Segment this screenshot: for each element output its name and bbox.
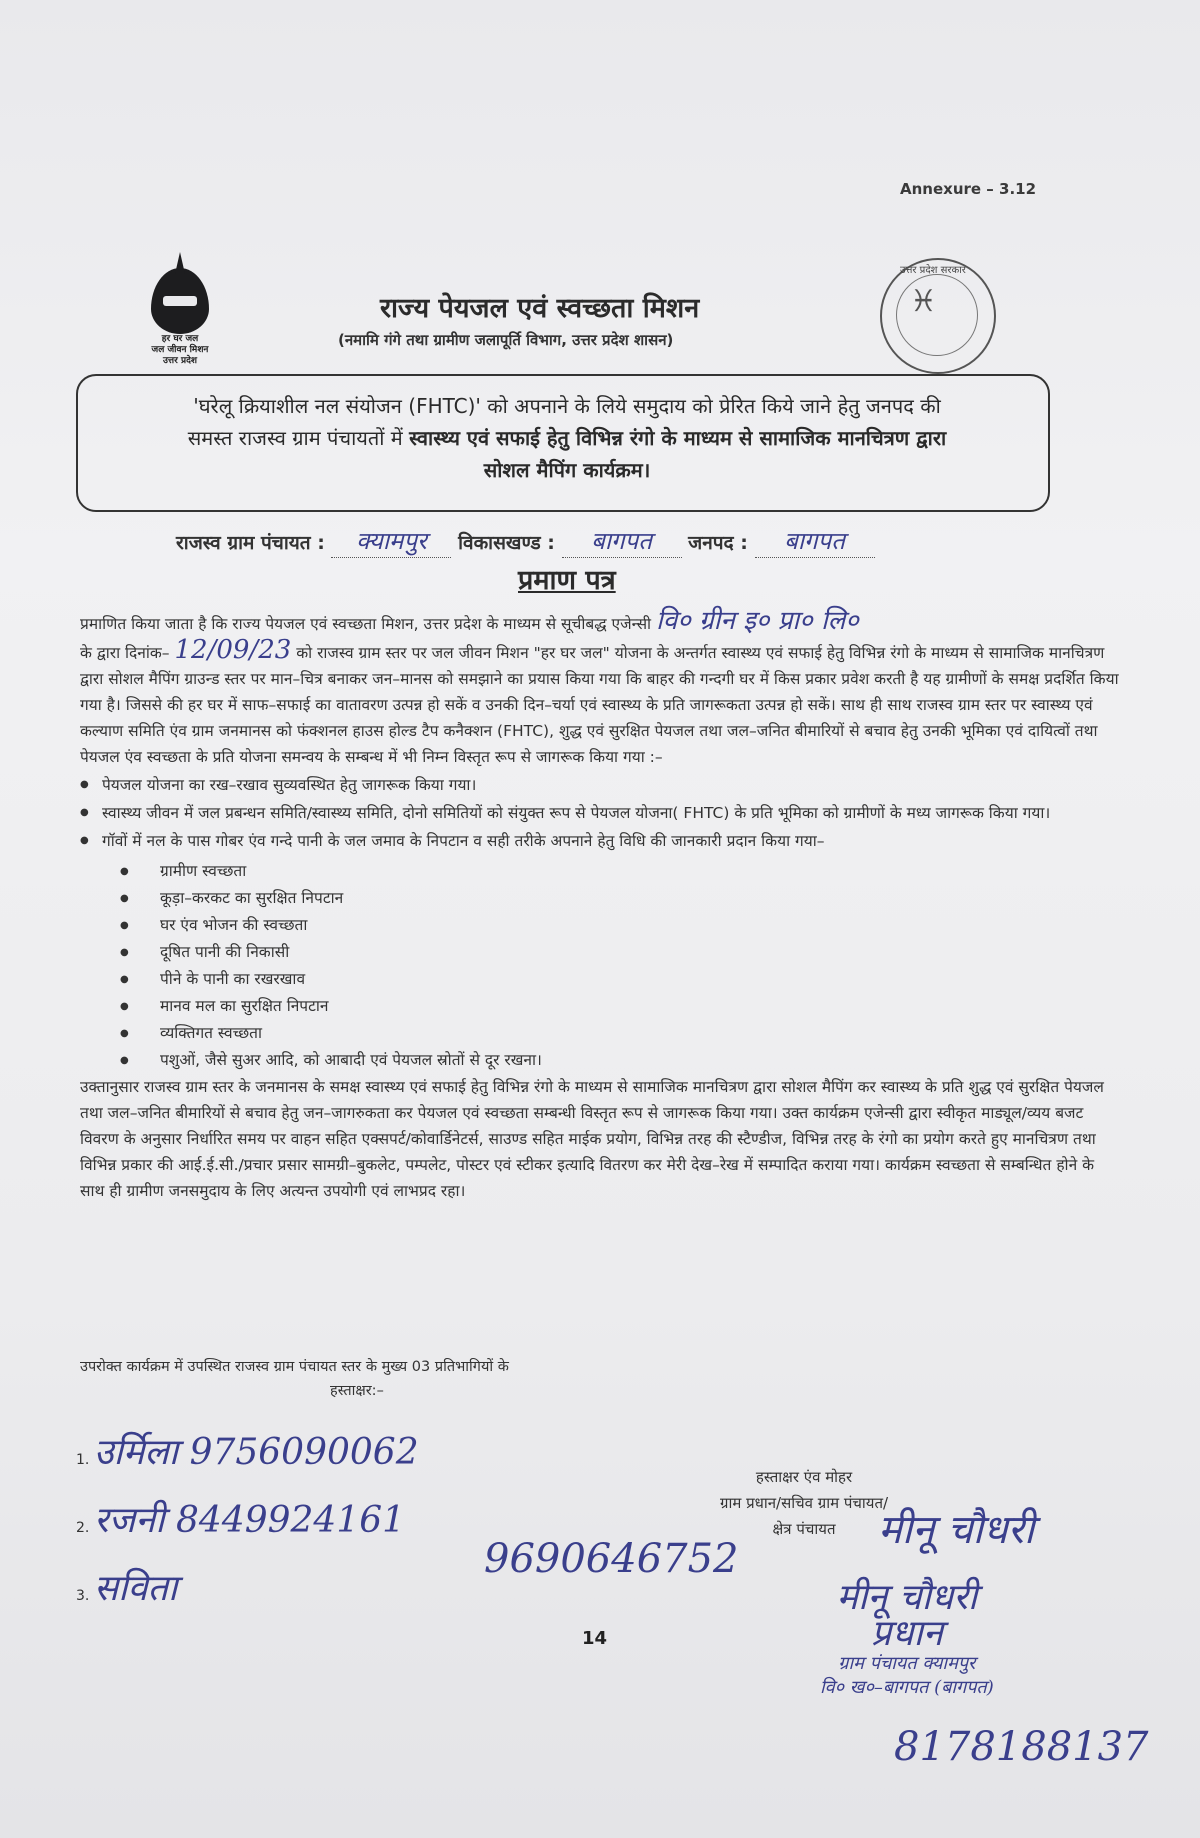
fish-emblem-icon: ♓ bbox=[910, 284, 937, 319]
pradhan-stamp: मीनू चौधरी प्रधान ग्राम पंचायत क्यामपुर वि० ख०–बागपत (बागपत) bbox=[820, 1577, 994, 1698]
participant-signature-2: 2. रजनी 8449924161 bbox=[76, 1500, 406, 1541]
participant-signature-1: 1. उर्मिला 9756090062 bbox=[76, 1432, 419, 1473]
mission-title: राज्य पेयजल एवं स्वच्छता मिशन bbox=[380, 293, 700, 324]
pradhan-signature: मीनू चौधरी bbox=[878, 1507, 1035, 1553]
date-handwritten: 12/09/23 bbox=[174, 635, 292, 665]
list-item: ● मानव मल का सुरक्षित निपटान bbox=[120, 993, 1120, 1020]
handwritten-phone-number-2: 8178188137 bbox=[894, 1724, 1149, 1770]
list-item: ● दूषित पानी की निकासी bbox=[120, 939, 1120, 966]
handwritten-phone-number: 9690646752 bbox=[484, 1536, 739, 1582]
list-item: ● पशुओं, जैसे सुअर आदि, को आबादी एवं पेयजल स्रोतों से दूर रखना। bbox=[120, 1047, 1120, 1074]
page-number: 14 bbox=[582, 1628, 608, 1649]
signature-seal-label: हस्ताक्षर एंव मोहर ग्राम प्रधान/सचिव ग्राम पंचायत/ क्षेत्र पंचायत bbox=[720, 1468, 889, 1538]
list-item: ● पीने के पानी का रखरखाव bbox=[120, 966, 1120, 993]
gram-panchayat-value: क्यामपुर bbox=[331, 524, 451, 558]
intro-line: प्रमाणित किया जाता है कि राज्य पेयजल एवं स्वच्छता मिशन, उत्तर प्रदेश के माध्यम से सूचीबद्ध एजेन्सी वि० ग्रीन इ० प्रा० लि० bbox=[80, 606, 859, 636]
district-value: बागपत bbox=[755, 524, 875, 558]
list-item: ● गॉवों में नल के पास गोबर एंव गन्दे पानी के जल जमाव के निपटान व सही तरीके अपनाने हेतु विधि की जानकारी प्रदान किया गया– bbox=[80, 828, 1120, 854]
certificate-body: प्रमाणित किया जाता है कि राज्य पेयजल एवं स्वच्छता मिशन, उत्तर प्रदेश के माध्यम से सूचीबद्ध एजेन्सी वि० ग्रीन इ० प्रा० लि० के द्वारा दिनांक– 12/09/23 को राजस्व ग्राम स्तर पर जल जीवन मिशन "हर घर जल" योजना के अन्तर्गत स्वास्थ्य एवं सफाई हेतु विभिन्न रंगो के माध्यम से सामाजिक मानचित्रण द्वारा सोशल मैपिंग ग्राउन्ड स्तर पर मान–चित्र बनाकर जन–मानस को समझाने का प्रयास किया गया कि बाहर की गन्दगी घर में किस प्रकार प्रवेश करती है यह ग्रामीणों के समक्ष प्रदर्शित किया गया है। जिससे की हर घर में साफ–सफाई का वातावरण उत्पन्न हो सकें व उनकी दिन–चर्या एवं स्वास्थ्य के प्रति जागरूकता उत्पन्न हो सकें। साथ ही साथ राजस्व ग्राम स्तर पर स्वास्थ्य एवं कल्याण समिति एंव ग्राम जनमानस को फंक्शनल हाउस होल्ड टैप कनैक्शन (FHTC), शुद्ध एवं सुरक्षित पेयजल तथा जल–जनित बीमारियों से बचाव हेतु उनकी भूमिका एवं दायित्वों तथा पेयजल एंव स्वच्छता के प्रति योजना समन्वय के सम्बन्ध में भी निम्न विस्तृत रूप से जागरूक किया गया :– ● पेयजल योजना का रख–रखाव सुव्यवस्थित हेतु जागरूक किया गया। ● स्वास्थ्य जीवन में जल प्रबन्धन समिति/स्वास्थ्य समिति, दोनो समितियों को संयुक्त रूप से पेयजल योजना( FHTC) के प्रति भूमिका को ग्रामीणों के मध्य जागरूक किया गया। ● गॉवों में नल के पास गोबर एंव गन्दे पानी के जल जमाव के निपटान व सही तरीके अपनाने हेतु विधि की जानकारी प्रदान किया गया– ● ग्रामीण स्वच्छता ● कूड़ा–करकट का सुरक्षित निपटान ● घर एंव भोजन की स्वच्छता ● दूषित पानी की निकासी ● पीने के पानी का रखरखाव ● मानव मल का सुरक्षित निपटान ● व्यक्तिगत स्वच्छता ● पशुओं, जैसे सुअर आदि, को आबादी एवं पेयजल स्रोतों से दूर रखना। उक्तानुसार राजस्व ग्राम स्तर के जनमानस के समक्ष स्वास्थ्य एवं सफाई हेतु विभिन्न रंगो के माध्यम से सामाजिक मानचित्रण द्वारा सोशल मैपिंग कर स्वास्थ्य के प्रति शुद्ध एवं सुरक्षित पेयजल तथा जल–जनित बीमारियों से बचाव हेतु जन–जागरुकता कर पेयजल एवं स्वच्छता सम्बन्धी विस्तृत रूप से जागरूक किया गया। उक्त कार्यक्रम एजेन्सी द्वारा स्वीकृत माड्यूल/व्यय बजट विवरण के अनुसार निर्धारित समय पर वाहन सहित एक्सपर्ट/कोवार्डिनेटर्स, साउण्ड सहित माईक प्रयोग, विभिन्न तरह की स्टैण्डीज, विभिन्न तरह के रंगो का प्रयोग करते हुए मानचित्रण तथा विभिन्न प्रकार की आई.ई.सी./प्रचार प्रसार सामग्री–बुकलेट, पम्पलेट, पोस्टर एवं स्टीकर इत्यादि वितरण कर मेरी देख–रेख में सम्पादित कराया गया। कार्यक्रम स्वच्छता से सम्बन्धित होने के साथ ही ग्रामीण जनसमुदाय के लिए अत्यन्त उपयोगी एवं लाभप्रद रहा। bbox=[80, 608, 1120, 1204]
location-fields: राजस्व ग्राम पंचायत : क्यामपुर विकासखण्ड : बागपत जनपद : बागपत bbox=[176, 524, 875, 558]
participant-signature-3: 3. सविता bbox=[76, 1568, 178, 1609]
har-ghar-jal-logo: हर घर जल जल जीवन मिशन उत्तर प्रदेश bbox=[130, 268, 230, 367]
list-item: ● स्वास्थ्य जीवन में जल प्रबन्धन समिति/स्वास्थ्य समिति, दोनो समितियों को संयुक्त रूप से पेयजल योजना( FHTC) के प्रति भूमिका को ग्रामीणों के मध्य जागरूक किया गया। bbox=[80, 800, 1120, 826]
list-item: ● पेयजल योजना का रख–रखाव सुव्यवस्थित हेतु जागरूक किया गया। bbox=[80, 772, 1120, 798]
up-government-seal: उत्तर प्रदेश सरकार ♓ bbox=[880, 258, 996, 374]
agency-handwritten: वि० ग्रीन इ० प्रा० लि० bbox=[656, 606, 859, 636]
program-title-box: 'घरेलू क्रियाशील नल संयोजन (FHTC)' को अपनाने के लिये समुदाय को प्रेरित किये जाने हेतु जनपद की समस्त राजस्व ग्राम पंचायतों में स्वास्थ्य एवं सफाई हेतु विभिन्न रंगो के माध्यम से सामाजिक मानचित्रण द्वारा सोशल मैपिंग कार्यक्रम। bbox=[76, 374, 1050, 512]
awareness-bullets bbox=[80, 772, 1120, 854]
closing-paragraph: उक्तानुसार राजस्व ग्राम स्तर के जनमानस के समक्ष स्वास्थ्य एवं सफाई हेतु विभिन्न रंगो के माध्यम से सामाजिक मानचित्रण द्वारा सोशल मैपिंग कर स्वास्थ्य के प्रति शुद्ध एवं सुरक्षित पेयजल तथा जल–जनित बीमारियों से बचाव हेतु जन–जागरुकता कर पेयजल एवं स्वच्छता सम्बन्धी विस्तृत रूप से जागरूक किया गया। उक्त कार्यक्रम एजेन्सी द्वारा स्वीकृत माड्यूल/व्यय बजट विवरण के अनुसार निर्धारित समय पर वाहन सहित एक्सपर्ट/कोवार्डिनेटर्स, साउण्ड सहित माईक प्रयोग, विभिन्न तरह की स्टैण्डीज, विभिन्न तरह के रंगो का प्रयोग करते हुए मानचित्रण तथा विभिन्न प्रकार की आई.ई.सी./प्रचार प्रसार सामग्री–बुकलेट, पम्पलेट, पोस्टर एवं स्टीकर इत्यादि वितरण कर मेरी देख–रेख में सम्पादित कराया गया। कार्यक्रम स्वच्छता से सम्बन्धित होने के साथ ही ग्रामीण जनसमुदाय के लिए अत्यन्त उपयोगी एवं लाभप्रद रहा। bbox=[80, 1078, 1104, 1200]
annexure-label: Annexure – 3.12 bbox=[900, 180, 1037, 198]
list-item: ● कूड़ा–करकट का सुरक्षित निपटान bbox=[120, 885, 1120, 912]
topic-sub-bullets bbox=[120, 858, 1120, 1074]
block-value: बागपत bbox=[562, 524, 682, 558]
participants-heading: उपरोक्त कार्यक्रम में उपस्थित राजस्व ग्राम पंचायत स्तर के मुख्य 03 प्रतिभागियों के हस्ताक्षर:– bbox=[80, 1359, 509, 1399]
list-item: ● ग्रामीण स्वच्छता bbox=[120, 858, 1120, 885]
mission-subtitle: (नमामि गंगे तथा ग्रामीण जलापूर्ति विभाग, उत्तर प्रदेश शासन) bbox=[338, 331, 674, 349]
certificate-title: प्रमाण पत्र bbox=[518, 565, 616, 596]
list-item: ● व्यक्तिगत स्वच्छता bbox=[120, 1020, 1120, 1047]
water-drop-tap-icon bbox=[151, 268, 209, 334]
list-item: ● घर एंव भोजन की स्वच्छता bbox=[120, 912, 1120, 939]
